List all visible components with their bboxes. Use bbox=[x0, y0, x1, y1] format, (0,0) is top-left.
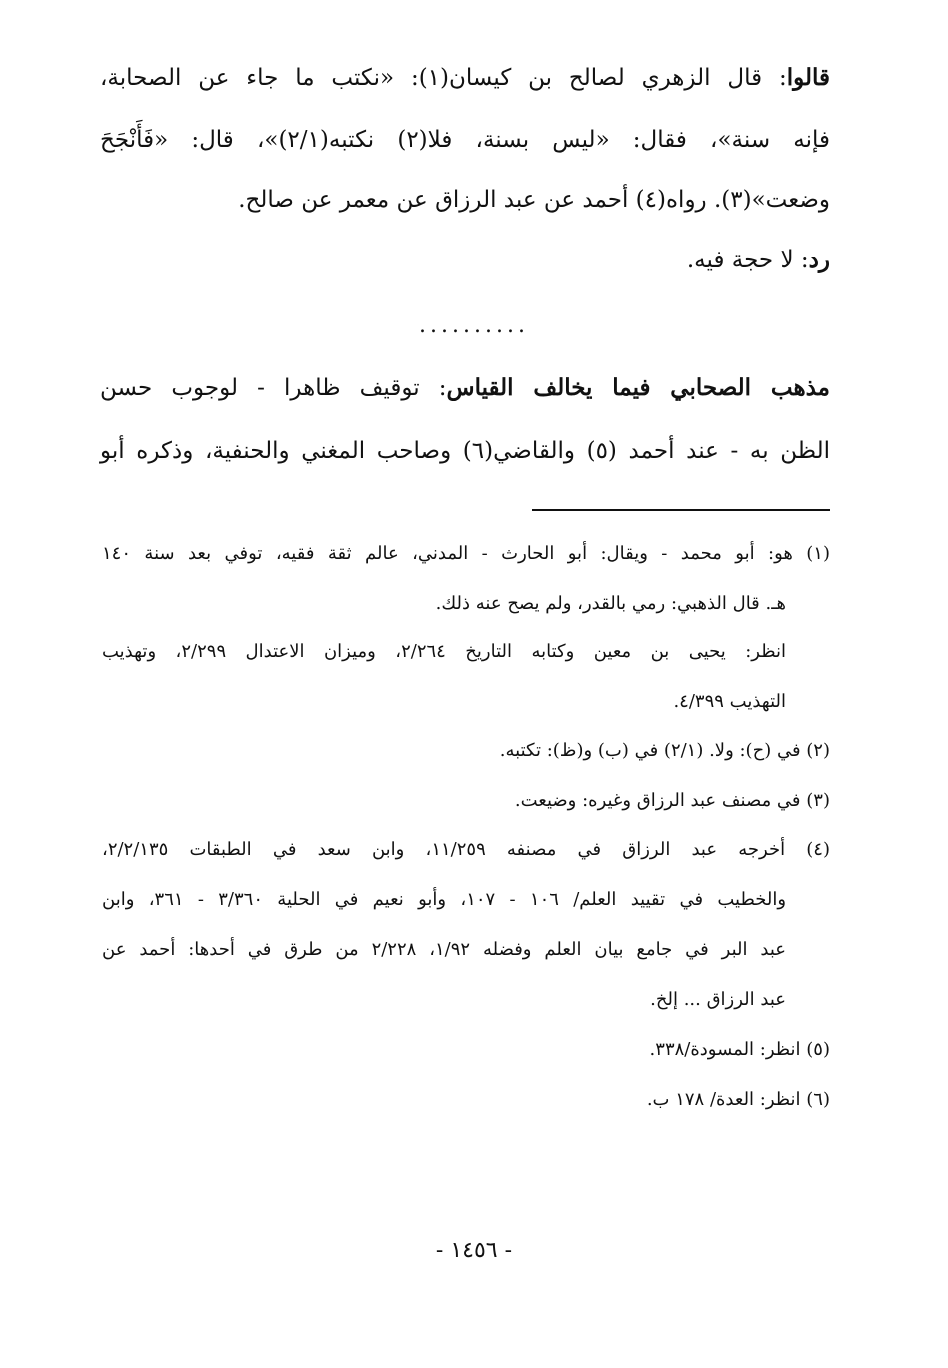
footnote-5: (٥) انظر: المسودة/٣٣٨. bbox=[649, 1039, 830, 1060]
footnote-4-line2: والخطيب في تقييد العلم/ ١٠٦ - ١٠٧، وأبو نعيم في الحلية ٣/٣٦٠ - ٣٦١، وابن bbox=[102, 889, 787, 910]
section1-line3: وضعت»(٣). رواه(٤) أحمد عن عبد الرزاق عن معمر عن صالح. bbox=[238, 187, 830, 213]
footnote-1-line1: (١) هو: أبو محمد - ويقال: أبو الحارث - المدني، عالم ثقة فقيه، توفي بعد سنة ١٤٠ bbox=[102, 543, 830, 564]
section1-keyword: قالوا bbox=[786, 64, 830, 91]
section2-heading: مذهب الصحابي فيما يخالف القياس bbox=[446, 374, 830, 401]
footnote-4-line1: (٤) أخرجه عبد الرزاق في مصنفه ١١/٢٥٩، وابن سعد في الطبقات ٢/٢/١٣٥، bbox=[102, 839, 830, 860]
reply-text: : لا حجة فيه. bbox=[686, 247, 809, 273]
section1-line1-text: : قال الزهري لصالح بن كيسان(١): «نكتب ما جاء عن الصحابة، bbox=[100, 65, 787, 91]
footnote-6: (٦) انظر: العدة/ ١٧٨ ب. bbox=[646, 1089, 830, 1110]
footnote-4-line3: عبد البر في جامع بيان العلم وفضله ١/٩٢، ٢/٢٢٨ من طرق في أحدها: أحمد عن bbox=[102, 939, 787, 960]
section2-line1 bbox=[100, 370, 830, 406]
reply-keyword: رد bbox=[808, 246, 830, 273]
reply-line bbox=[100, 242, 830, 278]
section-separator: .......... bbox=[419, 313, 529, 338]
footnote-3: (٣) في مصنف عبد الرزاق وغيره: وضيعت. bbox=[514, 790, 830, 811]
section1-line2: فإنه سنة»، فقال: «ليس بسنة، فلا(٢) نكتبه(٢/١)»، قال: «فَأَنْجَحَ bbox=[100, 127, 830, 153]
section2-line2: الظن به - عند أحمد (٥) والقاضي(٦) وصاحب المغني والحنفية، وذكره أبو bbox=[100, 438, 830, 464]
page-number: - ١٤٥٦ - bbox=[435, 1238, 513, 1263]
section1-line1 bbox=[100, 60, 830, 96]
footnote-1-line4: التهذيب ٤/٣٩٩. bbox=[673, 691, 786, 712]
footnote-4-line4: عبد الرزاق ... إلخ. bbox=[650, 989, 786, 1010]
section2-line1-text: : توقيف ظاهرا - لوجوب حسن bbox=[100, 375, 447, 401]
footnote-1-line2: هـ. قال الذهبي: رمي بالقدر، ولم يصح عنه ذلك. bbox=[435, 593, 786, 614]
footnote-divider bbox=[532, 509, 830, 511]
footnote-1-line3: انظر: يحيى بن معين وكتابه التاريخ ٢/٢٦٤، وميزان الاعتدال ٢/٢٩٩، وتهذيب bbox=[102, 641, 786, 662]
footnote-2: (٢) في (ح): ولا. (٢/١) في (ب) و(ظ): تكتبه. bbox=[499, 740, 830, 761]
